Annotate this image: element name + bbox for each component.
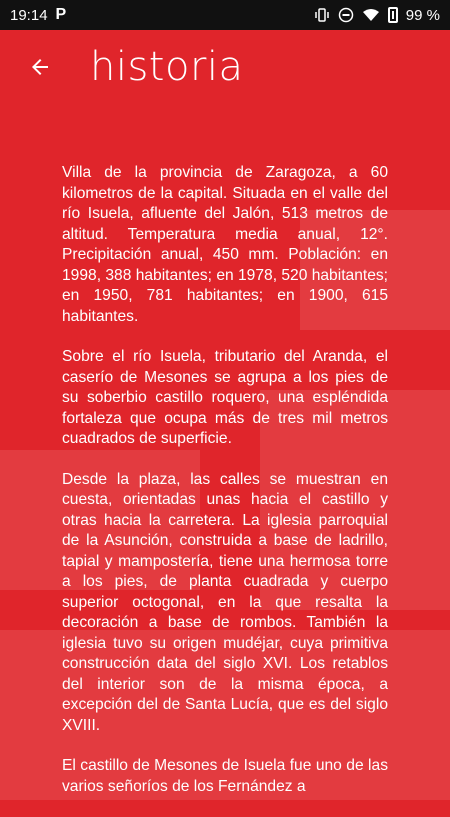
paragraph-4: El castillo de Mesones de Isuela fue uno de las varios señoríos de los Fernández a [62, 757, 388, 795]
p-icon: P [55, 6, 67, 23]
status-right [314, 7, 440, 24]
battery-percent: 99 % [405, 6, 440, 24]
paragraph-2: Sobre el río Isuela, tributario del Aranda, el caserío de Mesones se agrupa a los pies de su soberbio castillo roquero, una espléndida fortaleza que ocupa más de tres mil metros cuadrados de superficie. [62, 348, 388, 447]
battery-charging-icon [388, 7, 398, 23]
do-not-disturb-icon [338, 7, 354, 23]
back-button[interactable] [20, 47, 60, 87]
paragraph-3: Desde la plaza, las calles se muestran en cuesta, orientadas unas hacia el castillo y otras hacia la carretera. La iglesia parroquial de la Asunción, construida a base de ladrillo, tapial y mampostería, tiene una hermosa torre a los pies, de planta cuadrada y cuerpo superior octogonal, en la que resalta la decoración a base de rombos. También la iglesia tuvo su origen mudéjar, cuya primitiva construcción data del siglo XVI. Los retablos del interior son de la misma época, a excepción del de Santa Lucía, que es del siglo XVIII. [62, 470, 388, 734]
vibrate-icon [314, 7, 330, 23]
paragraph-1: Villa de la provincia de Zaragoza, a 60 kilometros de la capital. Situada en el valle del río Isuela, afluente del Jalón, 513 metros de altitud. Temperatura media anual, 12°. Precipitación anual, 450 mm. Población: en 1998, 388 habitantes; en 1978, 520 habitantes; en 1950, 781 habitantes; en 1900, 615 habitantes. [62, 164, 389, 325]
status-time: 19:14 [10, 6, 48, 24]
header [0, 30, 450, 104]
status-bar [0, 0, 450, 30]
page-title: historia [90, 44, 244, 90]
wifi-icon [362, 8, 380, 22]
arrow-left-icon [28, 55, 52, 79]
status-left [10, 6, 66, 24]
history-content [62, 163, 388, 817]
